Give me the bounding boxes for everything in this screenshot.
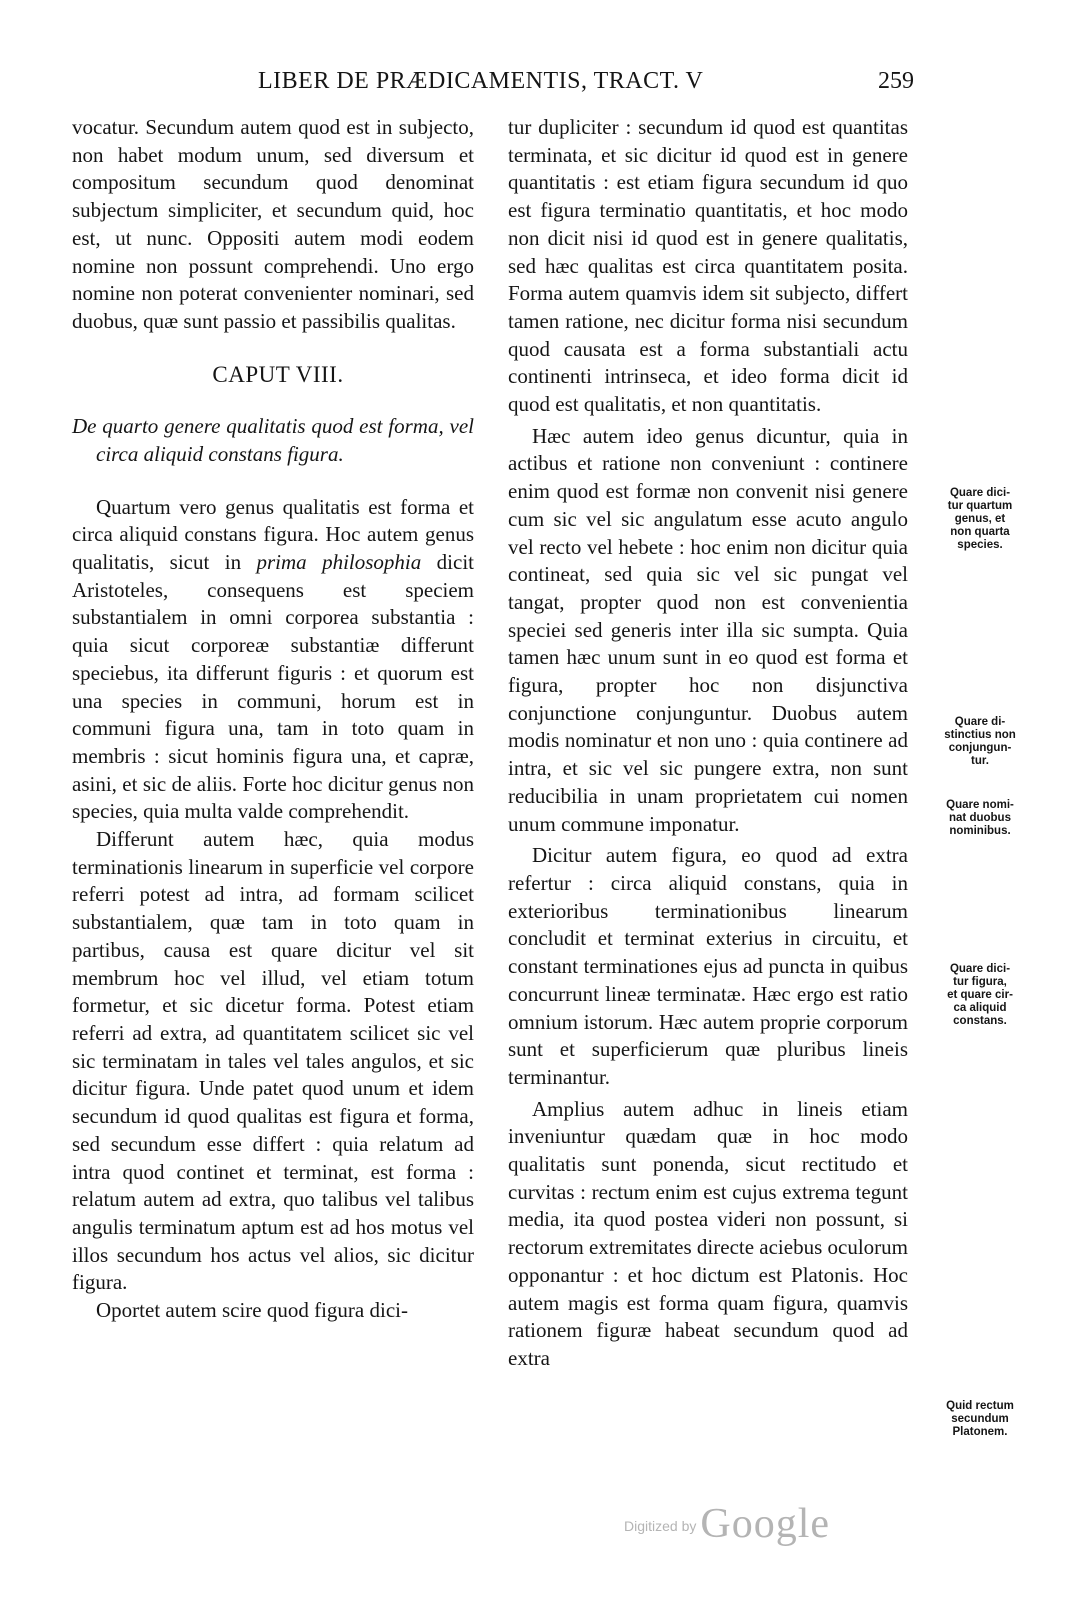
paragraph: Dicitur autem figura, eo quod ad extra refertur : circa aliquid constans, quia in exterioribus terminationibus linearum concludit et terminat exterius in circuitu, et constant terminationes ejus ad puncta in quibus concurrunt lineæ terminatæ. Hæc ergo est ratio omnium istorum. Hæc autem proprie corporum sunt et superficierum quæ pluribus lineis terminantur. (508, 843, 908, 1089)
paragraph: vocatur. Secundum autem quod est in subjecto, non habet modum unum, sed diversum et compositum secundum quod denominat subjectum simpliciter, et secundum quid, hoc est, ut nunc. Oppositi autem modi eodem nomine non possunt comprehendi. Uno ergo nomine non poterat convenienter nominari, sed duobus, quæ sunt passio et passibilis qualitas. (72, 115, 474, 333)
digitized-watermark (624, 1500, 830, 1548)
paragraph: Oportet autem scire quod figura dici- (96, 1298, 408, 1323)
margin-note-line: Quare dici- (949, 963, 1011, 975)
margin-note-line: tur figura, (953, 976, 1007, 988)
margin-note-line: constans. (953, 1015, 1007, 1027)
right-column (508, 114, 908, 1373)
running-head: LIBER DE PRÆDICAMENTIS, TRACT. V (258, 68, 704, 94)
margin-note-line: genus, et (954, 513, 1006, 525)
paragraph-text: dicit Aristoteles, consequens est speciem substantialem in omni corporea substantia : quia sicut corporeæ substantiæ differunt speciebus, ita differunt figuris : et quorum est una species in communi, horum est in communi figura una, tam in toto quam in membris : sicut hominis figura una, et capræ, asini, et sic de aliis. Forte hoc dicitur genus non species, quia multa valde comprehendit. (72, 550, 474, 824)
paragraph: Hæc autem ideo genus dicuntur, quia in actibus et ratione non conveniunt : continere enim quod est formæ non convenit nisi genere cum sic vel sic angulatum esse acuto angulo vel recto vel hebete : hoc enim non dicitur quia contineat, sed quia sic vel sic pungat vel tangat, propter quod non est convenientia speciei sed generis inter illa sic sumpta. Quia tamen hæc unum sunt in eo quod est forma et figura, propter hoc non disjunctiva conjunctione conjunguntur. Duobus autem modis nominatur et non uno : quia continere ad intra, et sic vel sic pungere extra, non sunt reducibilia in unam proprietatem cui nomen unum commune imponatur. (508, 423, 908, 836)
margin-note (925, 1400, 1035, 1439)
margin-note-line: tur quartum (947, 500, 1013, 512)
margin-note-line: Quare di- (954, 716, 1006, 728)
margin-note-line: et quare cir- (947, 989, 1013, 1001)
margin-note-line: Platonem. (952, 1426, 1008, 1438)
margin-note-line: ca aliquid (953, 1002, 1007, 1014)
paragraph: tur dupliciter : secundum id quod est quantitas terminata, et sic dicitur id quod est in genere quantitatis : est etiam figura secundum id quo est figura terminatio quantitatis, et hoc modo non dicit nisi id quod est in genere qualitatis, sed hæc qualitas est circa quantitatem posita. Forma autem quamvis idem sit subjecto, differt tamen ratione, nec dicitur forma nisi secundum quod causata est a forma substantiali actu continenti intrinseca, et ideo forma dicit id quod est qualitatis, et non quantitatis. (508, 115, 908, 417)
margin-note-line: conjungun- (948, 742, 1012, 754)
paragraph: Amplius autem adhuc in lineis etiam inveniuntur quædam quæ in hoc modo qualitatis sunt ponenda, sicut rectitudo et curvitas : rectum enim est cujus extrema tegunt media, ita quod postea videri non possunt, si rectorum extremitates directe aciebus oculorum opponantur : et hoc dictum est Platonis. Hoc autem magis est forma quam figura, quamvis rationem figuræ habeat secundum quod ad extra (508, 1096, 908, 1370)
paragraph-text: Quartum vero genus qualitatis est forma et circa aliquid constans figura. Hoc autem genus qualitatis, sicut in (72, 494, 474, 575)
margin-note (925, 963, 1035, 1028)
google-logo: Google (700, 1501, 831, 1547)
margin-note (925, 716, 1035, 768)
margin-note-line: non quarta (950, 526, 1010, 538)
margin-note-line: Quare dici- (949, 487, 1011, 499)
watermark-prefix: Digitized by (624, 1518, 697, 1534)
margin-note-line: secundum (951, 1413, 1009, 1425)
emphasis-text: prima philosophia (256, 550, 422, 575)
margin-note (925, 487, 1035, 552)
left-column (72, 114, 474, 1325)
paragraph: Differunt autem hæc, quia modus terminationis linearum in superficie vel corpore referri potest ad intra, ad formam scilicet substantialem, quæ tam in toto quam in partibus, causa est quare dicitur vel sit membrum hoc vel illud, vel etiam totum formetur, et sic dicetur forma. Potest etiam referri ad extra, ad quantitatem scilicet sic vel sic terminatam in tales vel tales angulos, et sic dicitur figura. Unde patet quod unum et idem secundum id quod qualitas est figura et forma, sed secundum esse differt : quia relatum ad intra quod continet et terminat, est forma : relatum autem ad extra, quo talibus vel talibus angulis terminatum aptum est ad hos motus vel illos secundum hos actus vel alios, sic dicitur figura. (72, 827, 474, 1295)
margin-note-line: nat duobus (949, 812, 1011, 824)
margin-note-line: Quare nomi- (946, 799, 1014, 811)
page-number: 259 (878, 68, 914, 94)
margin-note-line: stinctius non (944, 729, 1016, 741)
margin-note-line: Quid rectum (946, 1400, 1014, 1412)
margin-note (925, 799, 1035, 838)
margin-note-line: tur. (971, 755, 989, 767)
margin-note-line: species. (957, 539, 1003, 551)
paragraph (72, 494, 474, 826)
chapter-heading: CAPUT VIII. (212, 361, 344, 387)
chapter-title: De quarto genere qualitatis quod est forma, vel circa aliquid constans figura. (72, 413, 474, 466)
margin-note-line: nominibus. (949, 825, 1011, 837)
